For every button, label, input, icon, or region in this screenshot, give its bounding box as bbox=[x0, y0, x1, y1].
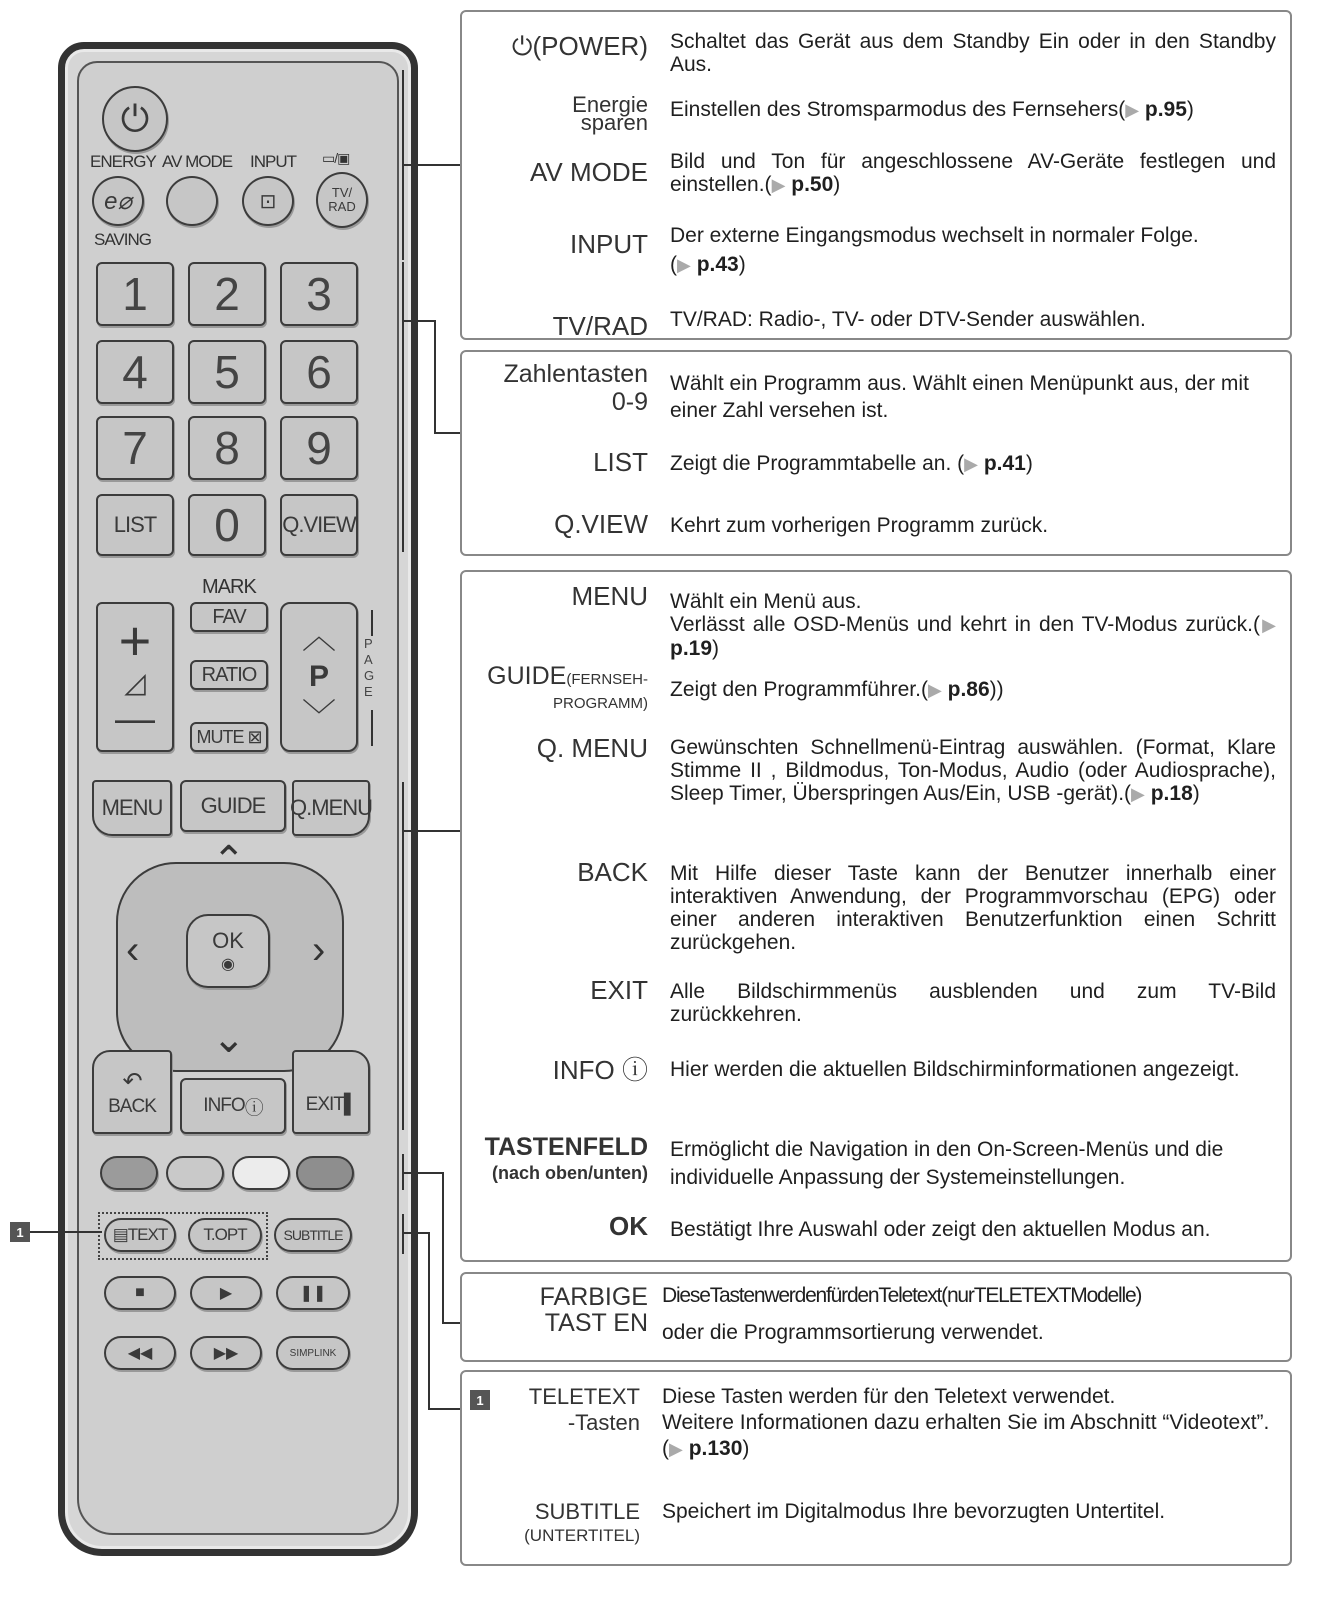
key-color-keys: FARBIGE TAST EN bbox=[539, 1283, 648, 1337]
fav-button: FAV bbox=[190, 602, 268, 632]
play-triangle-icon: ▶ bbox=[1131, 784, 1145, 804]
key-avmode: AV MODE bbox=[530, 157, 648, 187]
desc-info: Hier werden die aktuellen Bildschirminformationen angezeigt. bbox=[670, 1058, 1240, 1081]
info-button: INFO ⓘ bbox=[180, 1078, 286, 1134]
pause-icon: ❚❚ bbox=[299, 1285, 327, 1302]
power-button bbox=[102, 86, 168, 152]
key-qview: Q.VIEW bbox=[554, 509, 648, 539]
digit-1-button: 1 bbox=[96, 262, 174, 326]
digit-9-button: 9 bbox=[280, 416, 358, 480]
arrow-down-icon: ⌄ bbox=[212, 1017, 246, 1061]
arrow-up-icon: ⌃ bbox=[212, 839, 246, 883]
bracket-teletext-keys bbox=[402, 1214, 404, 1254]
desc-energy: Einstellen des Stromsparmodus des Fernsehers(▶ p.95) bbox=[670, 98, 1194, 121]
section-number-keys bbox=[460, 350, 1292, 556]
rewind-button bbox=[104, 1336, 176, 1370]
exit-button: EXIT ▌ bbox=[292, 1050, 370, 1134]
key-number-keys: Zahlentasten 0-9 bbox=[503, 360, 648, 416]
green-key bbox=[166, 1156, 224, 1190]
input-button bbox=[242, 176, 294, 226]
ratio-button: RATIO bbox=[190, 660, 268, 690]
desc-exit: Alle Bildschirmmenüs ausblenden und zum TV-Bild zurückkehren. bbox=[670, 980, 1276, 1026]
key-tastenfeld: TASTENFELD (nach oben/unten) bbox=[484, 1133, 648, 1183]
input-label: INPUT bbox=[250, 152, 296, 171]
exit-icon: ▌ bbox=[343, 1094, 357, 1115]
desc-qmenu: Gewünschten Schnellmenü-Eintrag auswählen. (Format, Klare Stimme II , Bildmodus, Ton-Modus, Audio (oder Audiosprache), Sleep Timer, Überspringen Aus/Ein, USB -gerät).(▶ p.18) bbox=[670, 736, 1276, 805]
chevron-down-icon: ﹀ bbox=[302, 698, 336, 736]
desc-number-keys: Wählt ein Programm aus. Wählt einen Menüpunkt aus, der mit einer Zahl versehen ist. bbox=[670, 372, 1249, 422]
qview-button: Q.VIEW bbox=[280, 494, 358, 556]
program-label: P bbox=[308, 660, 329, 693]
play-triangle-icon: ▶ bbox=[964, 454, 978, 474]
desc-menu: Wählt ein Menü aus. Verlässt alle OSD-Menüs und kehrt in den TV-Modus zurück.(▶ p.19) bbox=[670, 590, 1277, 660]
bracket-menu-group bbox=[402, 782, 404, 1130]
page-bar bbox=[371, 610, 373, 636]
topt-button: T.OPT bbox=[188, 1218, 262, 1252]
digit-6-button: 6 bbox=[280, 340, 358, 404]
bracket-number-group bbox=[402, 262, 404, 552]
power-icon: ⏻ bbox=[511, 31, 533, 61]
pause-button bbox=[276, 1276, 350, 1310]
stop-button bbox=[104, 1276, 176, 1310]
key-teletext: TELETEXT -Tasten bbox=[528, 1384, 640, 1435]
key-ok: OK bbox=[609, 1211, 648, 1241]
callout-badge-1: 1 bbox=[470, 1390, 490, 1410]
play-triangle-icon: ▶ bbox=[927, 680, 942, 700]
forward-icon: ▶▶ bbox=[213, 1345, 239, 1362]
connector-4b bbox=[442, 1172, 444, 1322]
connector-4c bbox=[442, 1322, 460, 1324]
play-triangle-icon: ▶ bbox=[669, 1439, 683, 1459]
qmenu-button: Q.MENU bbox=[292, 780, 370, 836]
key-list: LIST bbox=[593, 447, 648, 477]
key-guide: GUIDE(FERNSEH- PROGRAMM) bbox=[487, 662, 648, 712]
desc-list: Zeigt die Programmtabelle an. (▶ p.41) bbox=[670, 452, 1033, 475]
key-input: INPUT bbox=[570, 229, 648, 259]
digit-8-button: 8 bbox=[188, 416, 266, 480]
play-button bbox=[190, 1276, 262, 1310]
input-icon: ⊡ bbox=[259, 190, 277, 213]
stop-icon: ■ bbox=[135, 1284, 145, 1301]
key-energy: Energie sparen bbox=[572, 92, 648, 135]
menu-button: MENU bbox=[92, 780, 172, 836]
yellow-key bbox=[232, 1156, 290, 1190]
list-button: LIST bbox=[96, 494, 174, 556]
guide-button: GUIDE bbox=[180, 780, 286, 832]
desc-power: Schaltet das Gerät aus dem Standby Ein oder in den Standby Aus. bbox=[670, 30, 1276, 76]
energy-icon: e⌀ bbox=[104, 187, 132, 215]
page-bar-bottom bbox=[371, 710, 373, 746]
section-teletext bbox=[460, 1370, 1292, 1566]
digit-3-button: 3 bbox=[280, 262, 358, 326]
desc-guide: Zeigt den Programmführer.(▶ p.86)) bbox=[670, 678, 1004, 701]
info-icon: ⓘ bbox=[244, 1097, 263, 1119]
digit-7-button: 7 bbox=[96, 416, 174, 480]
desc-qview: Kehrt zum vorherigen Programm zurück. bbox=[670, 514, 1049, 537]
key-subtitle: SUBTITLE (UNTERTITEL) bbox=[524, 1499, 640, 1545]
red-key bbox=[100, 1156, 158, 1190]
connector-2a bbox=[404, 320, 434, 322]
program-rocker bbox=[280, 602, 358, 752]
desc-ok: Bestätigt Ihre Auswahl oder zeigt den aktuellen Modus an. bbox=[670, 1218, 1211, 1241]
tvrad-top-label: ▭/▣ bbox=[322, 150, 350, 166]
connector-5b bbox=[428, 1232, 430, 1408]
digit-2-button: 2 bbox=[188, 262, 266, 326]
digit-4-button: 4 bbox=[96, 340, 174, 404]
connector-2b bbox=[434, 320, 436, 432]
volume-up-icon: + bbox=[118, 609, 152, 672]
text-button: ▤ TEXT bbox=[104, 1218, 176, 1252]
saving-label: SAVING bbox=[94, 230, 151, 249]
connector-5a bbox=[404, 1232, 428, 1234]
key-info: INFO ⓘ bbox=[552, 1055, 648, 1085]
volume-wedge-icon: ◿ bbox=[124, 667, 146, 698]
energy-label: ENERGY bbox=[90, 152, 156, 171]
volume-down-icon: — bbox=[115, 697, 155, 741]
desc-tastenfeld: Ermöglicht die Navigation in den On-Screen-Menüs und die individuelle Anpassung der Systemeinstellungen. bbox=[670, 1138, 1224, 1189]
key-menu: MENU bbox=[571, 581, 648, 611]
mark-label: MARK bbox=[202, 576, 256, 598]
digit-0-button: 0 bbox=[188, 494, 266, 556]
section-color-keys bbox=[460, 1272, 1292, 1362]
desc-input: Der externe Eingangsmodus wechselt in normaler Folge. (▶ p.43) bbox=[670, 224, 1199, 276]
desc-tvrad: TV/RAD: Radio-, TV- oder DTV-Sender auswählen. bbox=[670, 308, 1146, 331]
power-icon: ⏻ bbox=[120, 97, 150, 139]
callout-badge-1: 1 bbox=[10, 1222, 30, 1242]
connector-4a bbox=[404, 1172, 442, 1174]
desc-avmode: Bild und Ton für angeschlossene AV-Geräte festlegen und einstellen.(▶ p.50) bbox=[670, 150, 1276, 196]
avmode-label: AV MODE bbox=[162, 152, 233, 171]
key-power: ⏻(POWER) bbox=[511, 31, 648, 61]
connector-2c bbox=[434, 432, 460, 434]
remote-control-illustration bbox=[0, 0, 420, 1612]
key-tvrad: TV/RAD bbox=[552, 311, 648, 341]
ok-button: OK ◉ bbox=[186, 914, 270, 988]
play-icon: ▶ bbox=[219, 1285, 233, 1302]
badge-leader bbox=[30, 1231, 102, 1233]
digit-5-button: 5 bbox=[188, 340, 266, 404]
subtitle-button: SUBTITLE bbox=[274, 1218, 352, 1252]
section-power-input bbox=[460, 10, 1292, 340]
tvrad-button: TV/ RAD bbox=[316, 172, 368, 228]
avmode-button bbox=[166, 176, 218, 226]
back-icon: ↶ bbox=[122, 1067, 142, 1095]
play-triangle-icon: ▶ bbox=[771, 175, 786, 195]
text-icon: ▤ bbox=[112, 1225, 128, 1244]
page-label: P A G E bbox=[364, 636, 375, 699]
ok-dot-icon: ◉ bbox=[221, 956, 235, 973]
mute-icon: ⊠ bbox=[243, 726, 262, 747]
forward-button bbox=[190, 1336, 262, 1370]
key-back: BACK bbox=[577, 857, 648, 887]
connector-1 bbox=[404, 164, 460, 166]
blue-key bbox=[296, 1156, 354, 1190]
play-triangle-icon: ▶ bbox=[1125, 100, 1140, 120]
arrow-left-icon: ‹ bbox=[126, 928, 140, 972]
play-triangle-icon: ▶ bbox=[677, 255, 691, 275]
connector-5c bbox=[428, 1408, 460, 1410]
volume-rocker bbox=[96, 602, 174, 752]
back-button: ↶ BACK bbox=[92, 1050, 172, 1134]
desc-subtitle: Speichert im Digitalmodus Ihre bevorzugten Untertitel. bbox=[662, 1500, 1166, 1523]
key-exit: EXIT bbox=[590, 975, 648, 1005]
desc-back: Mit Hilfe dieser Taste kann der Benutzer innerhalb einer interaktiven Anwendung, der Programmvorschau (EPG) oder einer anderen interaktiven Benutzerfunktion einen Schritt zurückgehen. bbox=[670, 862, 1276, 954]
energy-saving-button bbox=[92, 176, 144, 226]
arrow-right-icon: › bbox=[312, 928, 326, 972]
desc-color-keys: DieseTastenwerdenfürdenTeletext(nurTELETEXTModelle) oder die Programmsortierung verwendet. bbox=[662, 1284, 1142, 1344]
mute-button: MUTE ⊠ bbox=[190, 722, 268, 752]
connector-3 bbox=[404, 830, 460, 832]
section-menu-navigation bbox=[460, 570, 1292, 1262]
chevron-up-icon: ︿ bbox=[302, 618, 336, 656]
play-triangle-icon: ▶ bbox=[1260, 615, 1277, 635]
simplink-button: SIMPLINK bbox=[276, 1336, 350, 1370]
rewind-icon: ◀◀ bbox=[127, 1345, 153, 1362]
desc-teletext: Diese Tasten werden für den Teletext verwendet. Weitere Informationen dazu erhalten Sie im Abschnitt “Videotext”.(▶ p.130) bbox=[662, 1385, 1270, 1460]
key-qmenu: Q. MENU bbox=[536, 733, 648, 763]
